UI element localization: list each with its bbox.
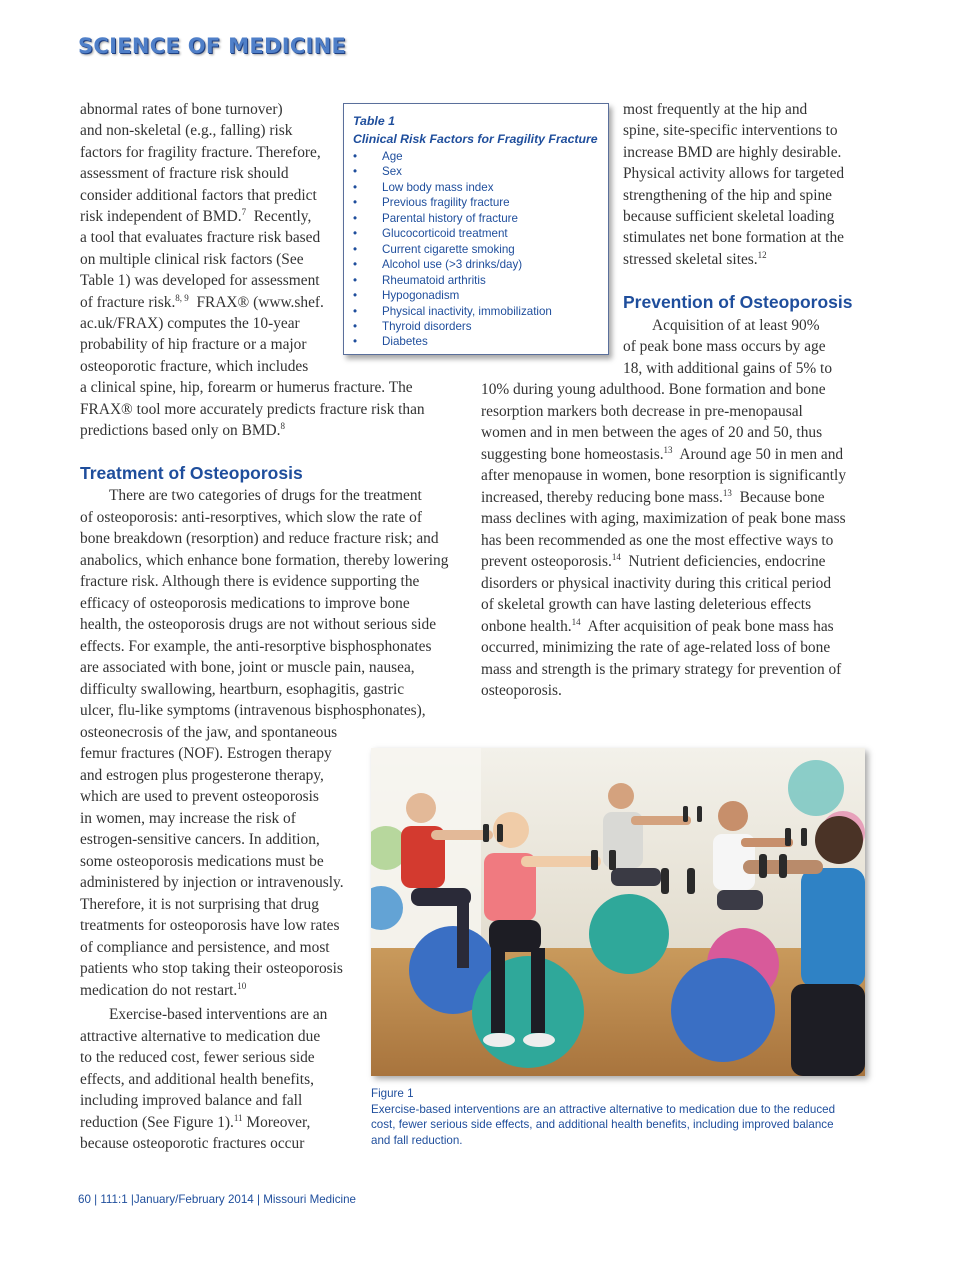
body-line: are associated with bone, joint or muscle pain, nausea, [80, 659, 415, 676]
body-line: administered by injection or intravenously. [80, 874, 344, 891]
body-line: fracture risk. Although there is evidence supporting the [80, 573, 420, 590]
body-line: a tool that evaluates fracture risk based [80, 229, 321, 247]
table-subtitle: Clinical Risk Factors for Fragility Fracture [353, 132, 598, 146]
list-item: • Sex [353, 165, 402, 179]
body-line: which are used to prevent osteoporosis [80, 788, 319, 805]
body-line: ac.uk/FRAX) computes the 10-year [80, 315, 300, 332]
citation-ref: 8 [280, 421, 285, 431]
body-line: attractive alternative to medication due [80, 1027, 321, 1045]
list-item: • Physical inactivity, immobilization [353, 304, 552, 318]
section-heading-treatment: Treatment of Osteoporosis [80, 463, 303, 483]
body-line: and non-skeletal (e.g., falling) risk [80, 122, 293, 140]
body-line: difficulty swallowing, heartburn, esophagitis, gastric [80, 680, 405, 698]
body-line: disorders or physical inactivity during this critical period [481, 574, 832, 592]
citation-ref: 10 [237, 980, 247, 991]
body-line: treatments for osteoporosis have low rates [80, 917, 340, 934]
figure-1-photo [371, 748, 865, 1076]
body-line: health, the osteoporosis drugs are not without serious side [80, 616, 437, 633]
body-line: effects. For example, the anti-resorptive bisphosphonates [80, 637, 432, 655]
body-line: assessment of fracture risk should [80, 165, 289, 183]
body-line: of compliance and persistence, and most [80, 938, 330, 956]
body-line: to the reduced cost, fewer serious side [80, 1049, 315, 1066]
body-line: after menopause in women, bone resorption is significantly [481, 467, 847, 484]
body-line: osteonecrosis of the jaw, and spontaneous [80, 723, 338, 741]
citation-ref: 8, 9 [175, 292, 189, 303]
body-line: 10% during young adulthood. Bone formation and bone [481, 381, 826, 398]
body-line: probability of hip fracture or a major [80, 336, 307, 354]
body-line: anabolics, which enhance bone formation, thereby lowering [80, 551, 449, 569]
body-line: onbone health.$^{14}$ After acquisition of peak bone mass has [481, 616, 834, 635]
body-line: Exercise-based interventions are an [109, 1006, 328, 1023]
body-line: because sufficient skeletal loading [623, 208, 835, 225]
body-line: mass and strength is the primary strategy for prevention of [481, 660, 842, 678]
body-line: stressed skeletal sites.$^{12}$ [623, 249, 767, 268]
body-line: ulcer, flu-like symptoms (intravenous bisphosphonates), [80, 702, 426, 719]
body-line: femur fractures (NOF). Estrogen therapy [80, 745, 332, 762]
table-1-risk-factors [343, 103, 609, 355]
figure-label: Figure 1 [371, 1087, 414, 1100]
page-footer: 60 | 111:1 |January/February 2014 | Missouri Medicine [78, 1193, 356, 1206]
body-line: increase BMD are highly desirable. [623, 143, 842, 161]
body-line: efficacy of osteoporosis medications to improve bone [80, 594, 410, 612]
citation-ref: 13 [722, 487, 732, 498]
citation-ref: 7 [241, 207, 247, 217]
body-line: predictions based only on BMD.$^8$ [80, 421, 285, 439]
body-line: increased, thereby reducing bone mass.$^{13}$ Because bone [481, 487, 825, 506]
list-item: • Rheumatoid arthritis [353, 273, 486, 287]
body-line: mass declines with aging, maximization of peak bone mass [481, 510, 846, 527]
body-line: in women, may increase the risk of [80, 809, 296, 827]
citation-ref: 12 [757, 249, 767, 260]
body-line: some osteoporosis medications must be [80, 852, 324, 870]
body-line: including improved balance and fall [80, 1092, 303, 1109]
body-line: There are two categories of drugs for the treatment [109, 487, 422, 504]
risk-factor-list [353, 149, 608, 350]
list-item: • Hypogonadism [353, 289, 460, 303]
body-line: abnormal rates of bone turnover) [80, 101, 283, 118]
body-line: reduction (See Figure 1).$^{11}$ Moreover, [80, 1112, 311, 1131]
body-line: bone breakdown (resorption) and reduce fracture risk; and [80, 530, 439, 547]
section-heading-prevention: Prevention of Osteoporosis [623, 292, 853, 312]
body-line: spine, site-specific interventions to [623, 122, 838, 140]
body-line: on multiple clinical risk factors (See [80, 250, 304, 268]
running-title: SCIENCE OF MEDICINE [78, 34, 347, 58]
body-line: of osteoporosis: anti-resorptives, which slow the rate of [80, 508, 422, 526]
body-line: most frequently at the hip and [623, 101, 808, 118]
body-line: a clinical spine, hip, forearm or humerus fracture. The [80, 379, 413, 397]
body-line: has been recommended as one the most effective ways to [481, 531, 834, 549]
figure-caption-line: Exercise-based interventions are an attractive alternative to medication due to the reduced [371, 1102, 836, 1116]
list-item: • Low body mass index [353, 180, 494, 194]
body-line: consider additional factors that predict [80, 186, 317, 204]
list-item: • Diabetes [353, 335, 428, 349]
body-line: suggesting bone homeostasis.$^{13}$ Around age 50 in men and [481, 444, 844, 463]
body-line: osteoporotic fracture, which includes [80, 357, 309, 375]
body-line: Acquisition of at least 90% [652, 316, 820, 334]
list-item: • Alcohol use (>3 drinks/day) [353, 258, 523, 272]
body-line: estrogen-sensitive cancers. In addition, [80, 831, 320, 848]
body-line: because osteoporotic fractures occur [80, 1135, 305, 1152]
body-line: occurred, minimizing the rate of age-related loss of bone [481, 639, 831, 656]
list-item: • Thyroid disorders [353, 319, 472, 333]
body-line: of skeletal growth can have lasting deleterious effects [481, 596, 812, 613]
body-line: 18, with additional gains of 5% to [623, 359, 833, 377]
citation-ref: 11 [233, 1112, 243, 1123]
body-line: resorption markers both decrease in pre-menopausal [481, 402, 803, 420]
list-item: • Age [353, 150, 403, 163]
body-line: medication do not restart.$^{10}$ [80, 980, 247, 999]
body-line: osteoporosis. [481, 682, 562, 699]
body-line: patients who stop taking their osteoporosis [80, 960, 343, 977]
figure-caption-line: cost, fewer serious side effects, and additional health benefits, including improved balance [371, 1118, 834, 1132]
body-line: Therefore, it is not surprising that drug [80, 895, 319, 913]
body-line: Physical activity allows for targeted [623, 165, 845, 183]
body-line: FRAX® tool more accurately predicts fracture risk than [80, 400, 425, 418]
body-line: effects, and additional health benefits, [80, 1070, 314, 1088]
body-line: women and in men between the ages of 20 and 50, thus [481, 424, 823, 441]
list-item: • Current cigarette smoking [353, 242, 515, 256]
list-item: • Previous fragility fracture [353, 196, 510, 210]
figure-caption-line: and fall reduction. [371, 1133, 463, 1147]
body-line: factors for fragility fracture. Therefore, [80, 143, 321, 161]
citation-ref: 14 [571, 616, 581, 627]
body-line: prevent osteoporosis.$^{14}$ Nutrient deficiencies, endocrine [481, 552, 826, 570]
body-line: of fracture risk.$^{8, 9}$ FRAX® (www.shef. [80, 292, 324, 311]
body-line: stimulates net bone formation at the [623, 229, 844, 247]
body-line: and estrogen plus progesterone therapy, [80, 766, 324, 784]
body-line: risk independent of BMD.$^7$ Recently, [80, 207, 312, 225]
table-title: Table 1 [353, 114, 395, 128]
list-item: • Parental history of fracture [353, 211, 518, 225]
citation-ref: 13 [663, 444, 673, 455]
body-line: Table 1) was developed for assessment [80, 272, 320, 290]
list-item: • Glucocorticoid treatment [353, 227, 508, 241]
body-line: strengthening of the hip and spine [623, 186, 833, 204]
body-line: of peak bone mass occurs by age [623, 338, 826, 355]
citation-ref: 14 [611, 552, 621, 562]
